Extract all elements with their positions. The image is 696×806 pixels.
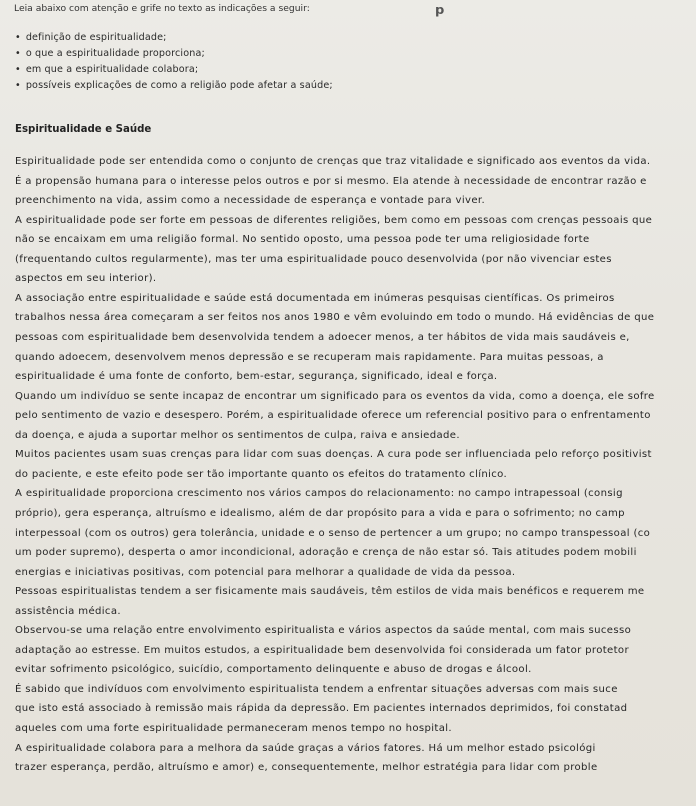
text-line: não se encaixam em uma religião formal. No sentido oposto, uma pessoa pode ter uma religiosidade forte — [15, 234, 590, 246]
text-line: que isto está associado à remissão mais rápida da depressão. Em pacientes internados deprimidos, foi constatad — [15, 703, 628, 715]
text-line: quando adoecem, desenvolvem menos depressão e se recuperam mais rapidamente. Para muitas pessoas, a — [15, 351, 604, 363]
text-line: aspectos em seu interior). — [15, 273, 157, 285]
text-line: energias e iniciativas positivas, com potencial para melhorar a qualidade de vida da pessoa. — [15, 566, 516, 578]
text-line: próprio), gera esperança, altruísmo e idealismo, além de dar propósito para a vida e para o sofrimento; no camp — [15, 507, 625, 519]
handwritten-mark-icon: 𝗽 — [435, 3, 445, 18]
text-line: A espiritualidade colabora para a melhora da saúde graças a vários fatores. Há um melhor estado psicológi — [15, 742, 596, 754]
bullet-item: • definição de espiritualidade; — [15, 30, 333, 46]
text-line: um poder supremo), desperta o amor incondicional, adoração e crença de não estar só. Tais atitudes podem mobili — [15, 547, 637, 558]
text-line: É a propensão humana para o interesse pelos outros e por si mesmo. Ela atende à necessidade de encontrar razão e — [15, 175, 647, 187]
text-line: trabalhos nessa área começaram a ser feitos nos anos 1980 e vêm evoluindo em todo o mundo. Há evidências de que — [15, 312, 655, 324]
text-line: A associação entre espiritualidade e saúde está documentada em inúmeras pesquisas científicas. Os primeiros — [15, 292, 615, 304]
text-line: Quando um indivíduo se sente incapaz de encontrar um significado para os eventos da vida, como a doença, ele sofre — [15, 390, 655, 402]
text-line: assistência médica. — [15, 605, 121, 617]
text-line: pelo sentimento de vazio e desespero. Porém, a espiritualidade oferece um referencial positivo para o enfrentamento — [15, 410, 651, 422]
text-line: interpessoal (com os outros) gera tolerância, unidade e o senso de pertencer a um grupo; no campo transpessoal (co — [15, 527, 651, 539]
text-line: Observou-se uma relação entre envolvimento espiritualista e vários aspectos da saúde mental, com mais sucesso — [15, 625, 632, 637]
text-line: Pessoas espiritualistas tendem a ser fisicamente mais saudáveis, têm estilos de vida mais benéficos e requerem me — [15, 586, 645, 598]
text-line: pessoas com espiritualidade bem desenvolvida tendem a adoecer menos, a ter hábitos de vida mais saudáveis e, — [15, 332, 630, 343]
text-line: espiritualidade é uma fonte de conforto, bem-estar, segurança, significado, ideal e força. — [15, 371, 498, 383]
bullet-list — [15, 30, 333, 94]
text-line: Muitos pacientes usam suas crenças para lidar com suas doenças. A cura pode ser influenciada pelo reforço positivist — [15, 449, 652, 461]
text-line: do paciente, e este efeito pode ser tão importante quanto os efeitos do tratamento clínico. — [15, 468, 508, 480]
text-line: A espiritualidade pode ser forte em pessoas de diferentes religiões, bem como em pessoas com crenças pessoais que — [15, 214, 653, 226]
bullet-item: • em que a espiritualidade colabora; — [15, 62, 333, 78]
text-line: da doença, e ajuda a suportar melhor os sentimentos de culpa, raiva e ansiedade. — [15, 429, 460, 441]
section-title: Espiritualidade e Saúde — [15, 124, 152, 135]
text-line: (frequentando cultos regularmente), mas ter uma espiritualidade pouco desenvolvida (por não vivenciar estes — [15, 253, 612, 265]
text-line: adaptação ao estresse. Em muitos estudos, a espiritualidade bem desenvolvida foi considerada um fator protetor — [15, 644, 629, 656]
bullet-item: • o que a espiritualidade proporciona; — [15, 46, 333, 62]
text-line: aqueles com uma forte espiritualidade permaneceram menos tempo no hospital. — [15, 723, 452, 734]
bullet-item: • possíveis explicações de como a religião pode afetar a saúde; — [15, 78, 333, 94]
text-line: É sabido que indivíduos com envolvimento espiritualista tendem a enfrentar situações adversas com mais suce — [15, 683, 618, 695]
text-line: preenchimento na vida, assim como a necessidade de esperança e vontade para viver. — [15, 195, 486, 207]
text-line: A espiritualidade proporciona crescimento nos vários campos do relacionamento: no campo intrapessoal (consig — [15, 488, 623, 500]
text-line: Espiritualidade pode ser entendida como o conjunto de crenças que traz vitalidade e significado aos eventos da vida. — [15, 156, 651, 167]
text-line: trazer esperança, perdão, altruísmo e amor) e, consequentemente, melhor estratégia para lidar com proble — [15, 762, 598, 774]
text-line: evitar sofrimento psicológico, suicídio, comportamento delinquente e abuso de drogas e álcool. — [15, 664, 532, 676]
instruction-text: Leia abaixo com atenção e grife no texto as indicações a seguir: — [14, 3, 310, 14]
